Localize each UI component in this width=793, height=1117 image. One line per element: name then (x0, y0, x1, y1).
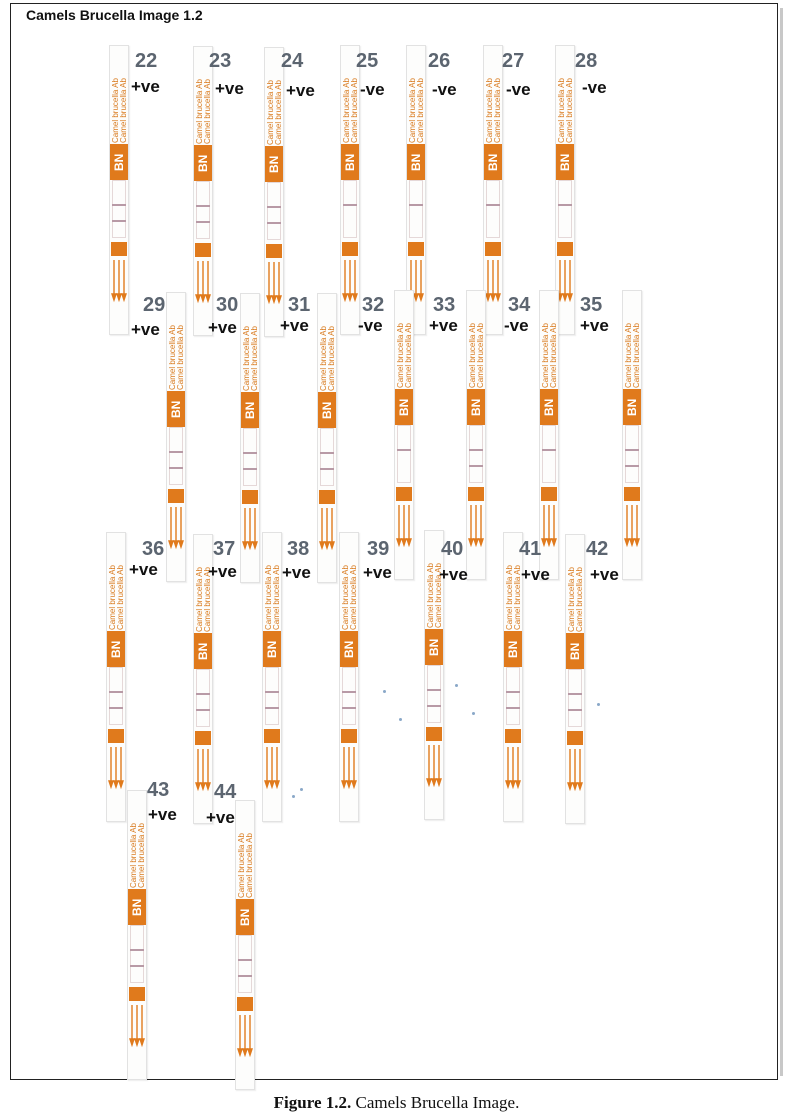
test-strip (503, 532, 523, 822)
strip-brand-text: Camel brucella Ab (203, 567, 212, 632)
sample-result: +ve (129, 560, 158, 579)
strip-brand-text: Camel brucella Ab (567, 567, 576, 632)
sample-number: 27 (502, 50, 525, 72)
test-line (625, 465, 639, 467)
control-line (267, 206, 281, 208)
test-line (265, 707, 279, 709)
strip-logo: BN (566, 633, 584, 669)
test-strip (235, 800, 255, 1090)
figure-caption (0, 1093, 793, 1113)
sample-pad (108, 729, 124, 743)
sample-number: 24 (281, 50, 304, 72)
strip-brand-text: Camel brucella Ab (468, 323, 477, 388)
scan-speck (292, 795, 295, 798)
strip-brand-text: Camel brucella Ab (493, 78, 502, 143)
sample-number: 35 (580, 294, 603, 316)
sample-result: +ve (208, 318, 237, 337)
sample-number: 40 (441, 538, 464, 560)
control-line (196, 205, 210, 207)
sample-pad (408, 242, 424, 256)
strip-logo: BN (504, 631, 522, 667)
sample-pad (111, 242, 127, 256)
dip-arrows-icon (112, 260, 126, 304)
dip-arrows-icon (238, 1015, 252, 1059)
sample-pad (266, 244, 282, 258)
control-line (169, 451, 183, 453)
dip-arrows-icon (469, 505, 483, 549)
strip-result-window (568, 669, 582, 727)
sample-pad (468, 487, 484, 501)
strip-brand-text: Camel brucella Ab (396, 323, 405, 388)
strip-result-window (169, 427, 183, 485)
dip-arrows-icon (196, 261, 210, 305)
test-strip (317, 293, 337, 583)
sample-pad (264, 729, 280, 743)
strip-result-window (265, 667, 279, 725)
control-line (342, 691, 356, 693)
sample-result: +ve (208, 562, 237, 581)
strip-brand-text: Camel brucella Ab (505, 565, 514, 630)
strip-brand-text: Camel brucella Ab (237, 833, 246, 898)
sample-pad (624, 487, 640, 501)
test-strip (262, 532, 282, 822)
control-line (112, 204, 126, 206)
strip-result-window (558, 180, 572, 238)
sample-result: +ve (286, 81, 315, 100)
strip-brand-text: Camel brucella Ab (245, 833, 254, 898)
sample-number: 23 (209, 50, 232, 72)
sample-pad (396, 487, 412, 501)
sample-result: -ve (506, 80, 531, 99)
strip-brand-text: Camel brucella Ab (342, 78, 351, 143)
test-line (469, 465, 483, 467)
strip-brand-text: Camel brucella Ab (250, 326, 259, 391)
dip-arrows-icon (558, 260, 572, 304)
strip-brand-text: Camel brucella Ab (349, 565, 358, 630)
strip-logo: BN (540, 389, 558, 425)
strip-result-window (267, 182, 281, 240)
strip-result-window (409, 180, 423, 238)
test-strip (106, 532, 126, 822)
strip-logo: BN (318, 392, 336, 428)
strip-brand-text: Camel brucella Ab (242, 326, 251, 391)
sample-number: 30 (216, 294, 239, 316)
strip-brand-text: Camel brucella Ab (434, 563, 443, 628)
strip-logo: BN (467, 389, 485, 425)
dip-arrows-icon (196, 749, 210, 793)
control-line (238, 959, 252, 961)
strip-result-window (320, 428, 334, 486)
test-strip (240, 293, 260, 583)
strip-brand-text: Camel brucella Ab (426, 563, 435, 628)
test-strip (340, 45, 360, 335)
strip-logo: BN (128, 889, 146, 925)
strip-result-window (486, 180, 500, 238)
test-strip (565, 534, 585, 824)
strip-result-window (397, 425, 411, 483)
sample-number: 36 (142, 538, 165, 560)
strip-logo: BN (167, 391, 185, 427)
dip-arrows-icon (568, 749, 582, 793)
dip-arrows-icon (486, 260, 500, 304)
sample-number: 25 (356, 50, 379, 72)
strip-brand-text: Camel brucella Ab (319, 326, 328, 391)
strip-brand-text: Camel brucella Ab (575, 567, 584, 632)
sample-pad (195, 243, 211, 257)
strip-brand-text: Camel brucella Ab (416, 78, 425, 143)
control-line (343, 204, 357, 206)
strip-logo: BN (236, 899, 254, 935)
sample-result: +ve (580, 316, 609, 335)
dip-arrows-icon (109, 747, 123, 791)
sample-result: +ve (131, 320, 160, 339)
caption-text: Camels Brucella Image. (351, 1093, 520, 1112)
sample-pad (319, 490, 335, 504)
sample-result: -ve (432, 80, 457, 99)
test-line (267, 222, 281, 224)
page-title: Camels Brucella Image 1.2 (26, 7, 203, 23)
sample-pad (505, 729, 521, 743)
test-line (109, 707, 123, 709)
strip-logo: BN (623, 389, 641, 425)
strip-brand-text: Camel brucella Ab (557, 78, 566, 143)
control-line (320, 452, 334, 454)
test-strip (622, 290, 642, 580)
strip-brand-text: Camel brucella Ab (168, 325, 177, 390)
sample-number: 29 (143, 294, 166, 316)
sample-number: 37 (213, 538, 236, 560)
caption-label: Figure 1.2. (273, 1093, 352, 1112)
sample-pad (168, 489, 184, 503)
test-strip (466, 290, 486, 580)
strip-brand-text: Camel brucella Ab (350, 78, 359, 143)
dip-arrows-icon (397, 505, 411, 549)
sample-result: +ve (280, 316, 309, 335)
dip-arrows-icon (542, 505, 556, 549)
strip-brand-text: Camel brucella Ab (116, 565, 125, 630)
test-line (196, 709, 210, 711)
strip-brand-text: Camel brucella Ab (485, 78, 494, 143)
strip-result-window (506, 667, 520, 725)
dip-arrows-icon (243, 508, 257, 552)
strip-brand-text: Camel brucella Ab (476, 323, 485, 388)
strip-result-window (196, 181, 210, 239)
strip-result-window (196, 669, 210, 727)
sample-number: 22 (135, 50, 158, 72)
control-line (397, 449, 411, 451)
control-line (243, 452, 257, 454)
strip-logo: BN (263, 631, 281, 667)
test-strip (109, 45, 129, 335)
sample-pad (342, 242, 358, 256)
scan-speck (597, 703, 600, 706)
dip-arrows-icon (343, 260, 357, 304)
sample-result: +ve (206, 808, 235, 827)
strip-brand-text: Camel brucella Ab (264, 565, 273, 630)
strip-result-window (542, 425, 556, 483)
strip-brand-text: Camel brucella Ab (176, 325, 185, 390)
test-strip (166, 292, 186, 582)
sample-result: +ve (282, 563, 311, 582)
dip-arrows-icon (169, 507, 183, 551)
test-line (238, 975, 252, 977)
sample-number: 41 (519, 538, 542, 560)
strip-brand-text: Camel brucella Ab (108, 565, 117, 630)
sample-pad (237, 997, 253, 1011)
strip-brand-text: Camel brucella Ab (341, 565, 350, 630)
strip-brand-text: Camel brucella Ab (549, 323, 558, 388)
dip-arrows-icon (320, 508, 334, 552)
sample-result: +ve (521, 565, 550, 584)
sample-pad (242, 490, 258, 504)
sample-number: 44 (214, 781, 237, 803)
sample-pad (567, 731, 583, 745)
control-line (625, 449, 639, 451)
control-line (542, 449, 556, 451)
sample-result: -ve (504, 316, 529, 335)
sample-number: 39 (367, 538, 390, 560)
strip-brand-text: Camel brucella Ab (632, 323, 641, 388)
sample-pad (557, 242, 573, 256)
control-line (196, 693, 210, 695)
control-line (469, 449, 483, 451)
strip-logo: BN (265, 146, 283, 182)
strip-result-window (130, 925, 144, 983)
dip-arrows-icon (342, 747, 356, 791)
strip-brand-text: Camel brucella Ab (272, 565, 281, 630)
strip-logo: BN (107, 631, 125, 667)
test-strip (394, 290, 414, 580)
test-line (427, 705, 441, 707)
sample-number: 33 (433, 294, 456, 316)
strip-result-window (625, 425, 639, 483)
strip-brand-text: Camel brucella Ab (119, 78, 128, 143)
strip-brand-text: Camel brucella Ab (327, 326, 336, 391)
control-line (109, 691, 123, 693)
scan-speck (399, 718, 402, 721)
strip-logo: BN (110, 144, 128, 180)
strip-logo: BN (484, 144, 502, 180)
scan-speck (455, 684, 458, 687)
dip-arrows-icon (506, 747, 520, 791)
test-line (112, 220, 126, 222)
sample-result: +ve (131, 77, 160, 96)
strip-result-window (243, 428, 257, 486)
sample-number: 28 (575, 50, 598, 72)
test-line (568, 709, 582, 711)
dip-arrows-icon (427, 745, 441, 789)
strip-logo: BN (194, 145, 212, 181)
sample-result: +ve (590, 565, 619, 584)
control-line (506, 691, 520, 693)
strip-brand-text: Camel brucella Ab (404, 323, 413, 388)
strip-logo: BN (341, 144, 359, 180)
sample-result: -ve (360, 80, 385, 99)
control-line (265, 691, 279, 693)
scan-speck (300, 788, 303, 791)
strip-logo: BN (425, 629, 443, 665)
sample-result: -ve (358, 316, 383, 335)
control-line (409, 204, 423, 206)
strip-logo: BN (340, 631, 358, 667)
test-line (342, 707, 356, 709)
test-strip (483, 45, 503, 335)
sample-pad (426, 727, 442, 741)
test-line (243, 468, 257, 470)
sample-result: +ve (363, 563, 392, 582)
strip-result-window (109, 667, 123, 725)
sample-number: 34 (508, 294, 531, 316)
sample-number: 43 (147, 779, 170, 801)
sample-result: +ve (429, 316, 458, 335)
strip-result-window (112, 180, 126, 238)
dip-arrows-icon (265, 747, 279, 791)
dip-arrows-icon (130, 1005, 144, 1049)
sample-number: 31 (288, 294, 311, 316)
sample-pad (195, 731, 211, 745)
strip-logo: BN (194, 633, 212, 669)
test-strip (264, 47, 284, 337)
test-line (169, 467, 183, 469)
strip-logo: BN (241, 392, 259, 428)
sample-result: +ve (215, 79, 244, 98)
strip-brand-text: Camel brucella Ab (195, 567, 204, 632)
sample-number: 42 (586, 538, 609, 560)
test-strip (539, 290, 559, 580)
test-line (320, 468, 334, 470)
control-line (130, 949, 144, 951)
sample-result: +ve (439, 565, 468, 584)
strip-brand-text: Camel brucella Ab (541, 323, 550, 388)
strip-brand-text: Camel brucella Ab (195, 79, 204, 144)
strip-brand-text: Camel brucella Ab (266, 80, 275, 145)
strip-logo: BN (407, 144, 425, 180)
strip-brand-text: Camel brucella Ab (624, 323, 633, 388)
test-strip (193, 46, 213, 336)
dip-arrows-icon (267, 262, 281, 306)
strip-result-window (469, 425, 483, 483)
sample-result: +ve (148, 805, 177, 824)
control-line (558, 204, 572, 206)
sample-pad (341, 729, 357, 743)
sample-result: -ve (582, 78, 607, 97)
sample-number: 32 (362, 294, 385, 316)
scan-speck (472, 712, 475, 715)
strip-result-window (427, 665, 441, 723)
strip-logo: BN (395, 389, 413, 425)
strip-brand-text: Camel brucella Ab (513, 565, 522, 630)
control-line (486, 204, 500, 206)
strip-result-window (238, 935, 252, 993)
strip-brand-text: Camel brucella Ab (203, 79, 212, 144)
strip-brand-text: Camel brucella Ab (111, 78, 120, 143)
dip-arrows-icon (625, 505, 639, 549)
sample-pad (129, 987, 145, 1001)
sample-number: 26 (428, 50, 451, 72)
strip-brand-text: Camel brucella Ab (274, 80, 283, 145)
sample-number: 38 (287, 538, 310, 560)
test-line (196, 221, 210, 223)
strip-brand-text: Camel brucella Ab (565, 78, 574, 143)
strip-result-window (343, 180, 357, 238)
strip-brand-text: Camel brucella Ab (129, 823, 138, 888)
sample-pad (541, 487, 557, 501)
control-line (427, 689, 441, 691)
strip-result-window (342, 667, 356, 725)
test-line (130, 965, 144, 967)
strip-logo: BN (556, 144, 574, 180)
test-strip (339, 532, 359, 822)
sample-pad (485, 242, 501, 256)
test-line (506, 707, 520, 709)
strip-brand-text: Camel brucella Ab (408, 78, 417, 143)
test-strip (127, 790, 147, 1080)
scan-speck (383, 690, 386, 693)
control-line (568, 693, 582, 695)
strip-brand-text: Camel brucella Ab (137, 823, 146, 888)
